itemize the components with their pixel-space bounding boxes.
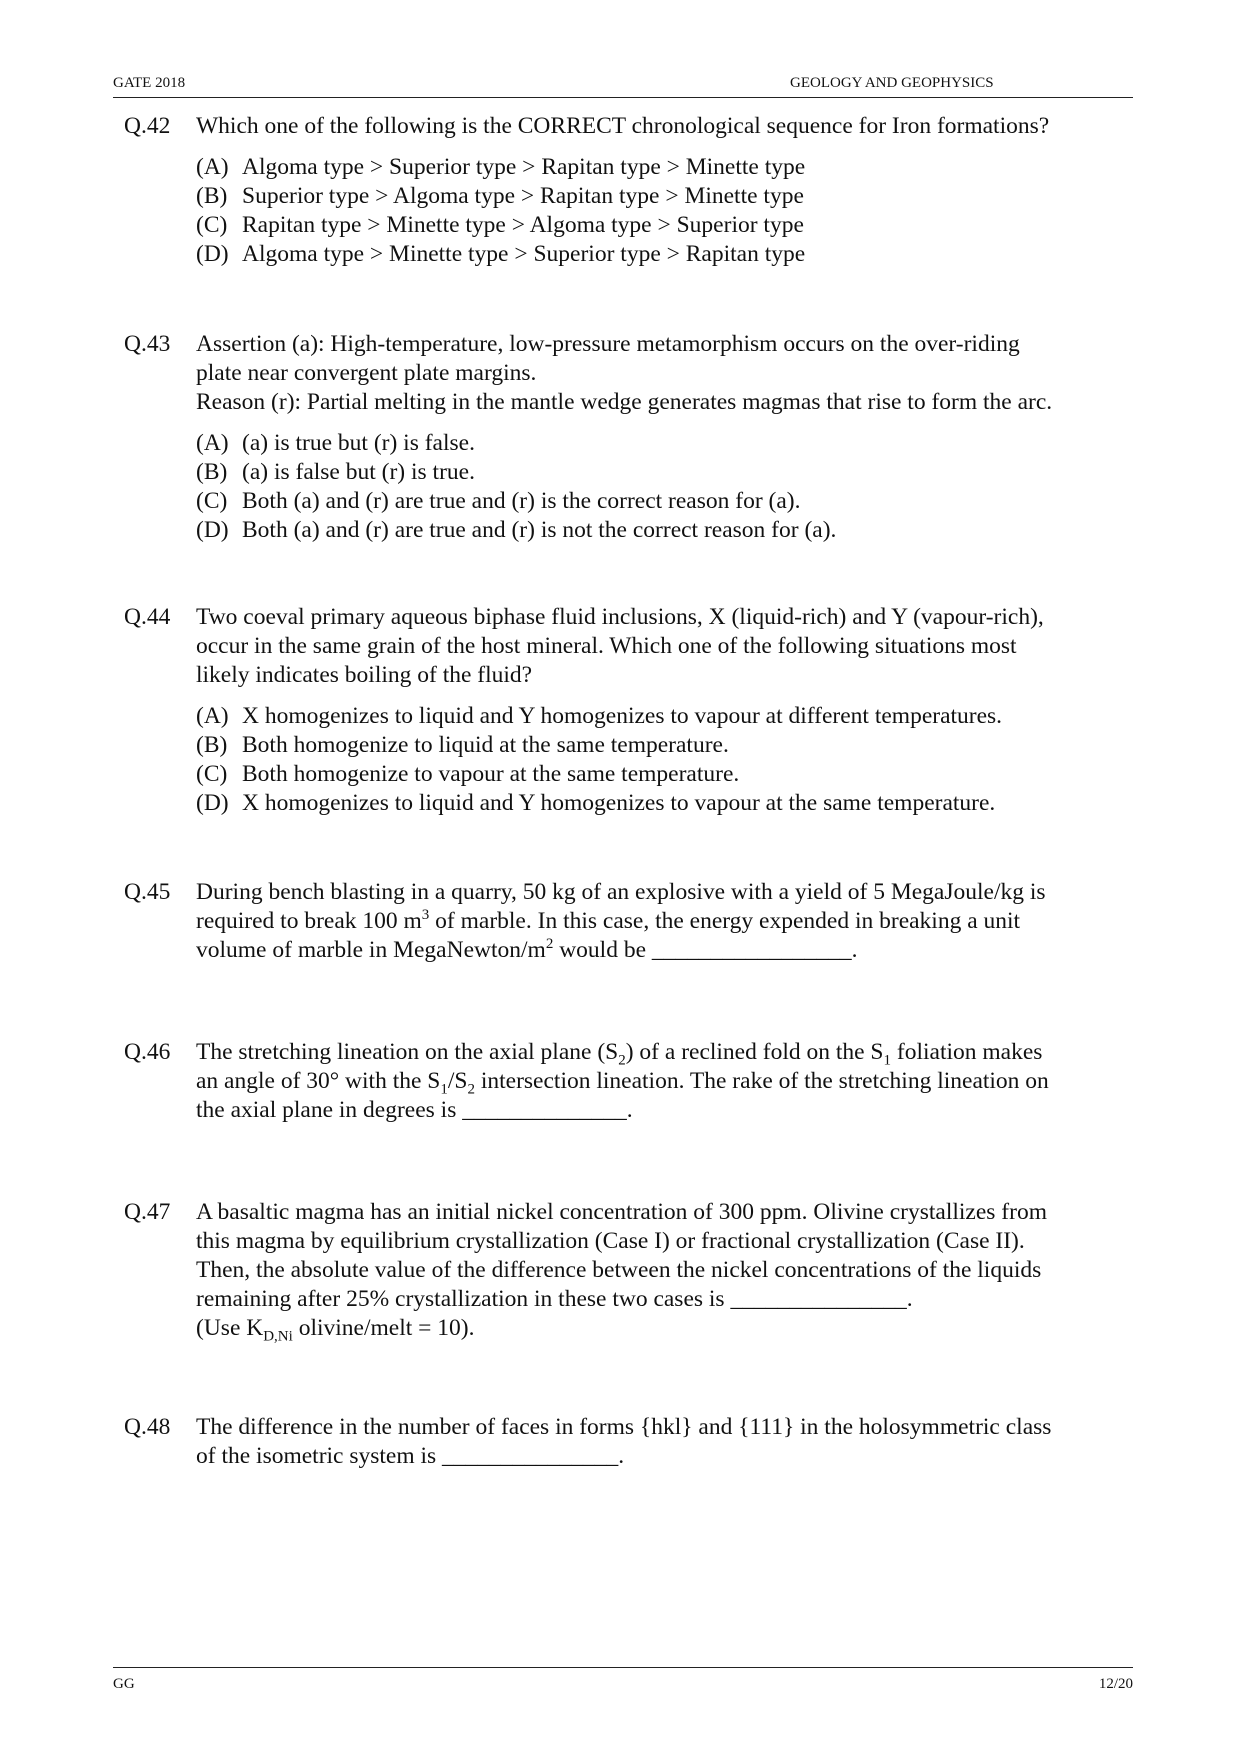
option-b: [196, 731, 1124, 760]
question-number: Q.42: [124, 113, 171, 139]
question-line-3: Then, the absolute value of the difference between the nickel concentrations of the liquids: [196, 1257, 1042, 1283]
option-text: Both homogenize to liquid at the same temperature.: [242, 732, 729, 758]
text-run: required to break 100 m: [196, 908, 422, 934]
option-label: (D): [196, 790, 229, 816]
option-text: Both homogenize to vapour at the same temperature.: [242, 761, 740, 787]
option-label: (B): [196, 732, 228, 758]
options-list: [196, 429, 1124, 545]
question-number: Q.45: [124, 879, 171, 905]
subscript: 1: [883, 1052, 891, 1069]
option-c: [196, 487, 1124, 516]
text-run: of marble. In this case, the energy expended in breaking a unit: [429, 908, 1021, 934]
question-line-5: [196, 1314, 1124, 1343]
option-label: (A): [196, 703, 229, 729]
option-label: (B): [196, 183, 228, 209]
text-run: olivine/melt = 10).: [292, 1315, 475, 1341]
option-label: (B): [196, 459, 228, 485]
option-label: (D): [196, 241, 229, 267]
question-line-2: occur in the same grain of the host mineral. Which one of the following situations most: [196, 633, 1017, 659]
option-b: [196, 458, 1124, 487]
option-a: [196, 153, 1124, 182]
page-header: [113, 75, 1133, 98]
option-text: Both (a) and (r) are true and (r) is the correct reason for (a).: [242, 488, 801, 514]
option-text: Algoma type > Superior type > Rapitan type > Minette type: [242, 154, 806, 180]
text-run: an angle of 30° with the S: [196, 1068, 441, 1094]
subscript: 1: [440, 1081, 448, 1098]
option-text: Algoma type > Minette type > Superior type > Rapitan type: [242, 241, 806, 267]
question-line-1: During bench blasting in a quarry, 50 kg of an explosive with a yield of 5 MegaJoule/kg is: [196, 879, 1046, 905]
subscript: D,Ni: [263, 1328, 293, 1345]
answer-blank: would be _________________.: [553, 937, 858, 963]
subscript: 2: [618, 1052, 626, 1069]
option-text: X homogenizes to liquid and Y homogenizes to vapour at the same temperature.: [242, 790, 996, 816]
question-44: [124, 603, 1124, 818]
text-run: The stretching lineation on the axial plane (S: [196, 1039, 619, 1065]
option-label: (A): [196, 430, 229, 456]
option-d: [196, 516, 1124, 545]
text-run: foliation makes: [891, 1039, 1043, 1065]
question-line-2: this magma by equilibrium crystallization (Case I) or fractional crystallization (Case II).: [196, 1228, 1025, 1254]
text-run: ) of a reclined fold on the S: [625, 1039, 884, 1065]
question-line-4: remaining after 25% crystallization in these two cases is _______________.: [196, 1286, 913, 1312]
options-list: [196, 702, 1124, 818]
question-line-3: the axial plane in degrees is ______________.: [196, 1097, 633, 1123]
question-line-1: The difference in the number of faces in forms {hkl} and {111} in the holosymmetric class: [196, 1414, 1052, 1440]
option-label: (C): [196, 212, 228, 238]
question-46: [124, 1038, 1124, 1125]
question-number: Q.44: [124, 604, 171, 630]
option-b: [196, 182, 1124, 211]
text-run: /S: [447, 1068, 468, 1094]
assertion-line-1: Assertion (a): High-temperature, low-pressure metamorphism occurs on the over-riding: [196, 331, 1020, 357]
option-text: (a) is false but (r) is true.: [242, 459, 475, 485]
option-a: [196, 702, 1124, 731]
option-text: X homogenizes to liquid and Y homogenizes to vapour at different temperatures.: [242, 703, 1003, 729]
question-number: Q.46: [124, 1039, 171, 1065]
question-line-1: A basaltic magma has an initial nickel concentration of 300 ppm. Olivine crystallizes from: [196, 1199, 1047, 1225]
reason-line: Reason (r): Partial melting in the mantle wedge generates magmas that rise to form the arc.: [196, 389, 1053, 415]
option-text: (a) is true but (r) is false.: [242, 430, 475, 456]
question-number: Q.43: [124, 331, 171, 357]
option-c: [196, 760, 1124, 789]
question-line-3: [196, 936, 1124, 965]
text-run: volume of marble in MegaNewton/m: [196, 937, 546, 963]
option-label: (A): [196, 154, 229, 180]
option-text: Both (a) and (r) are true and (r) is not the correct reason for (a).: [242, 517, 837, 543]
superscript: 2: [545, 936, 554, 953]
page-number: 12/20: [1098, 1676, 1133, 1692]
option-text: Superior type > Algoma type > Rapitan type > Minette type: [242, 183, 804, 209]
question-text: Which one of the following is the CORRECT chronological sequence for Iron formations?: [196, 113, 1050, 139]
page-footer: [113, 1667, 1133, 1692]
question-48: [124, 1413, 1124, 1471]
text-run: (Use K: [196, 1315, 264, 1341]
option-label: (C): [196, 761, 228, 787]
text-run: intersection lineation. The rake of the stretching lineation on: [474, 1068, 1049, 1094]
question-line-2: [196, 1067, 1124, 1096]
subscript: 2: [467, 1081, 475, 1098]
question-line-2: [196, 907, 1124, 936]
option-d: [196, 240, 1124, 269]
option-d: [196, 789, 1124, 818]
exam-title: GATE 2018: [113, 75, 186, 91]
question-line-1: Two coeval primary aqueous biphase fluid inclusions, X (liquid-rich) and Y (vapour-rich),: [196, 604, 1044, 630]
paper-subject: GEOLOGY AND GEOPHYSICS: [790, 75, 994, 91]
option-label: (D): [196, 517, 229, 543]
question-42: [124, 112, 1124, 269]
option-text: Rapitan type > Minette type > Algoma type > Superior type: [242, 212, 804, 238]
question-line-1: [196, 1038, 1124, 1067]
question-line-2: of the isometric system is _______________.: [196, 1443, 625, 1469]
question-line-3: likely indicates boiling of the fluid?: [196, 662, 533, 688]
option-label: (C): [196, 488, 228, 514]
options-list: [196, 153, 1124, 269]
question-47: [124, 1198, 1124, 1343]
question-number: Q.48: [124, 1414, 171, 1440]
option-a: [196, 429, 1124, 458]
assertion-line-2: plate near convergent plate margins.: [196, 360, 537, 386]
question-45: [124, 878, 1124, 965]
paper-code: GG: [113, 1676, 135, 1692]
option-c: [196, 211, 1124, 240]
question-number: Q.47: [124, 1199, 171, 1225]
question-43: [124, 330, 1124, 545]
superscript: 3: [421, 907, 430, 924]
